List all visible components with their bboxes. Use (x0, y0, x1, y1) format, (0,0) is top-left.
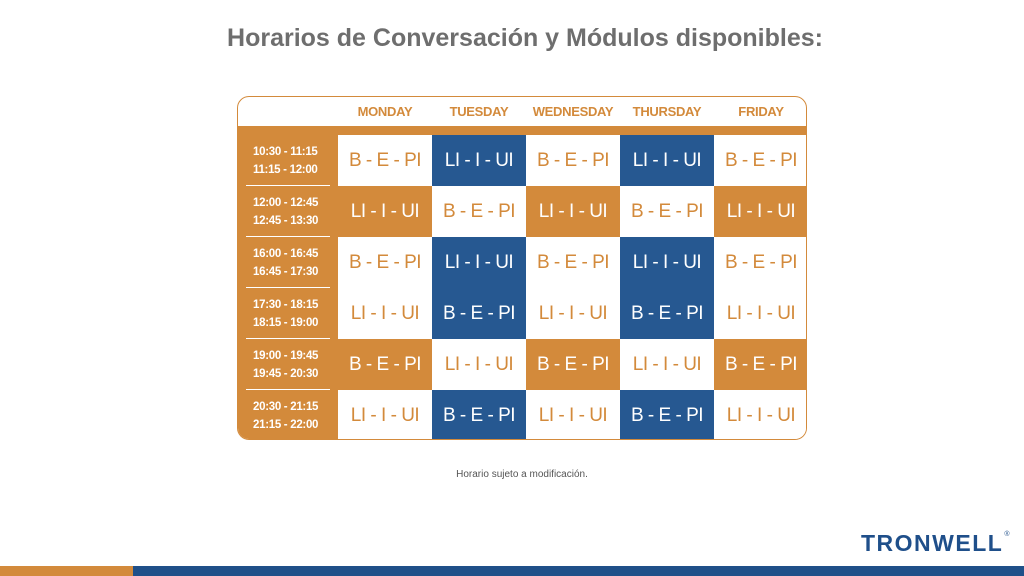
time-slot (238, 339, 338, 390)
logo-text: TRONWELL (861, 530, 1004, 556)
schedule-cell: LI - I - UI (338, 186, 432, 237)
time-range: 20:30 - 21:15 (253, 400, 319, 413)
schedule-cell: B - E - PI (338, 237, 432, 288)
schedule-cell: B - E - PI (526, 339, 620, 390)
time-range: 12:00 - 12:45 (253, 196, 319, 209)
schedule-cell: LI - I - UI (432, 237, 526, 288)
schedule-cell: LI - I - UI (526, 390, 620, 440)
footer-bar-orange (0, 566, 133, 576)
page-title: Horarios de Conversación y Módulos disponibles: (227, 24, 823, 52)
schedule-table (237, 96, 807, 440)
time-range: 19:00 - 19:45 (253, 349, 319, 362)
time-range: 19:45 - 20:30 (253, 367, 319, 380)
schedule-grid (338, 135, 807, 440)
schedule-cell: B - E - PI (338, 339, 432, 390)
schedule-cell: B - E - PI (432, 288, 526, 339)
time-range: 12:45 - 13:30 (253, 214, 319, 227)
time-slot (238, 390, 338, 440)
schedule-note: Horario sujeto a modificación. (456, 469, 588, 480)
schedule-cell: B - E - PI (714, 339, 807, 390)
time-range: 16:00 - 16:45 (253, 247, 319, 260)
schedule-cell: LI - I - UI (338, 288, 432, 339)
time-slot (238, 135, 338, 186)
schedule-cell: B - E - PI (620, 288, 714, 339)
time-range: 18:15 - 19:00 (253, 316, 319, 329)
day-header-monday: MONDAY (357, 104, 413, 119)
day-header-wednesday: WEDNESDAY (532, 104, 614, 119)
schedule-cell: B - E - PI (432, 186, 526, 237)
day-header-tuesday: TUESDAY (449, 104, 509, 119)
days-header (338, 97, 807, 127)
time-range: 16:45 - 17:30 (253, 265, 319, 278)
time-slot (238, 237, 338, 288)
schedule-cell: LI - I - UI (526, 186, 620, 237)
schedule-cell: B - E - PI (620, 186, 714, 237)
schedule-cell: LI - I - UI (620, 237, 714, 288)
logo-registered-mark: ® (1004, 531, 1010, 538)
day-header-friday: FRIDAY (738, 104, 784, 119)
schedule-cell: B - E - PI (714, 237, 807, 288)
schedule-cell: LI - I - UI (714, 288, 807, 339)
schedule-cell: LI - I - UI (432, 135, 526, 186)
time-slot (238, 186, 338, 237)
schedule-cell: B - E - PI (526, 135, 620, 186)
header-divider-bar (238, 126, 807, 135)
day-header-thursday: THURSDAY (632, 104, 702, 119)
schedule-cell: LI - I - UI (338, 390, 432, 440)
schedule-cell: LI - I - UI (714, 390, 807, 440)
schedule-cell: B - E - PI (432, 390, 526, 440)
schedule-cell: LI - I - UI (526, 288, 620, 339)
schedule-cell: B - E - PI (526, 237, 620, 288)
time-range: 11:15 - 12:00 (253, 163, 318, 176)
schedule-cell: LI - I - UI (432, 339, 526, 390)
time-slots-column (238, 135, 338, 440)
footer-bar-blue (133, 566, 1024, 576)
schedule-cell: LI - I - UI (714, 186, 807, 237)
time-range: 17:30 - 18:15 (253, 298, 319, 311)
schedule-cell: B - E - PI (338, 135, 432, 186)
tronwell-logo (861, 530, 1009, 556)
schedule-cell: B - E - PI (620, 390, 714, 440)
schedule-cell: LI - I - UI (620, 339, 714, 390)
schedule-cell: B - E - PI (714, 135, 807, 186)
time-slot (238, 288, 338, 339)
time-range: 21:15 - 22:00 (253, 418, 319, 431)
schedule-cell: LI - I - UI (620, 135, 714, 186)
time-range: 10:30 - 11:15 (253, 145, 318, 158)
